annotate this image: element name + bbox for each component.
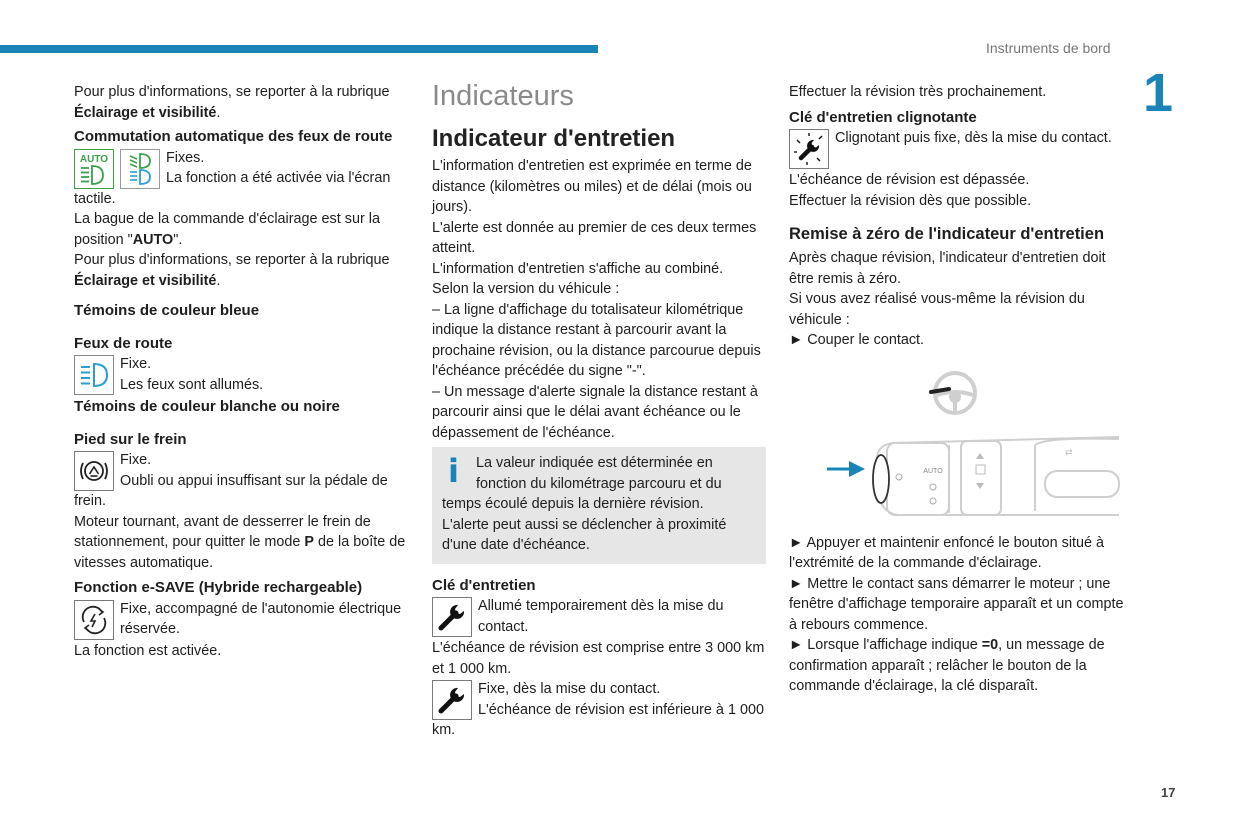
maintenance-p3: L'information d'entretien s'affiche au combiné. [432,260,724,277]
brake-row [74,450,409,512]
info-text: La valeur indiquée est déterminée en fonction du kilométrage parcouru et du temps écoulé depuis la dernière révision. [442,455,722,512]
high-beam-row [74,354,409,396]
service-soon-paragraph: Effectuer la révision très prochainement. [789,84,1047,100]
high-beam-line1: Fixe. [120,356,152,372]
auto-line1: Fixes. [166,149,205,166]
maintenance-p6: – Un message d'alerte signale la distance restant à parcourir ainsi que le délai avant échéance ou le dépassement de l'échéance. [432,383,758,441]
service-key-line1: Allumé temporairement dès la mise du contact. [478,598,724,635]
high-beam-line2: Les feux sont allumés. [120,376,264,393]
blue-warning-heading: Témoins de couleur bleue [74,302,260,319]
reset-heading: Remise à zéro de l'indicateur d'entretien [789,225,1105,243]
column-left [74,82,409,661]
info-box [432,447,766,564]
svg-text:⇄: ⇄ [1065,447,1073,458]
esave-heading: Fonction e-SAVE (Hybride rechargeable) [74,579,363,596]
service-key2-line1: Fixe, dès la mise du contact. [478,681,661,697]
stalk-auto-label: AUTO [923,467,943,475]
header-accent-bar [0,45,598,53]
page-number: 17 [1161,785,1176,800]
step-press-button: ► Appuyer et maintenir enfoncé le bouton situé à l'extrémité de la commande d'éclairage. [789,534,1105,571]
auto-high-beam-icon [74,149,114,189]
esave-row [74,599,409,641]
high-beam-icon [74,355,114,395]
service-key-line2: L'échéance de révision est comprise entre 3 000 km et 1 000 km. [432,640,765,677]
lighting-stalk-illustration [789,363,1124,533]
lighting-stalk [877,437,1119,515]
high-beam-heading: Feux de route [74,334,173,352]
auto-high-beam-heading: Commutation automatique des feux de route [74,128,393,145]
high-low-beam-icon [120,149,160,189]
white-warning-heading: Témoins de couleur blanche ou noire [74,398,340,415]
step-switch-off: ► Couper le contact. [789,332,925,348]
service-key-row [432,596,766,638]
maintenance-p4: Selon la version du véhicule : [432,281,620,297]
wrench-icon [432,680,472,720]
reset-p1: Après chaque révision, l'indicateur d'entretien doit être remis à zéro. [789,250,1106,287]
blinking-key-row [789,128,1124,170]
maintenance-p1: L'information d'entretien est exprimée en terme de distance (kilomètres ou miles) et de délai (mois ou jours). [432,158,752,215]
service-key-fixed-row [432,679,766,741]
column-right [789,82,1124,697]
auto-line2: La fonction a été activée via l'écran tactile. [74,170,391,207]
brake-line1: Fixe. [120,452,152,468]
chapter-number: 1 [1143,63,1174,123]
auto-icon-label: AUTO [79,153,109,165]
steering-wheel-icon [931,373,975,413]
step-release: ► Lorsque l'affichage indique =0, un message de confirmation apparaît ; relâcher le bouton de la commande d'éclairage, la clé disparaît. [789,637,1105,694]
wrench-icon [432,597,472,637]
header-title: Instruments de bord [986,40,1111,56]
service-key2-line2: L'échéance de révision est inférieure à 1 000 km. [432,701,764,738]
blinking-line2: L'échéance de révision est dépassée. [789,172,1030,188]
intro-paragraph: Pour plus d'informations, se reporter à la rubrique Éclairage et visibilité. [74,84,390,121]
section-heading: Indicateurs [432,80,574,112]
press-arrow-icon [827,461,865,477]
step-ignition-on: ► Mettre le contact sans démarrer le moteur ; une fenêtre d'affichage temporaire apparaît et un compte à rebours commence. [789,575,1124,633]
brake-line2: Oubli ou appui insuffisant sur la pédale de frein. [74,472,388,509]
brake-more-paragraph: Moteur tournant, avant de desserrer le frein de stationnement, pour quitter le mode P de la boîte de vitesses automatique. [74,513,406,571]
blinking-line3: Effectuer la révision dès que possible. [789,192,1032,209]
service-key-heading: Clé d'entretien [432,576,536,594]
reset-p2: Si vous avez réalisé vous-même la révision du véhicule : [789,291,1085,328]
maintenance-p5: – La ligne d'affichage du totalisateur kilométrique indique la distance restant à parcourir avant la prochaine révision, ou la distance parcourue depuis l'échéance précédée du signe "-". [432,301,761,379]
info-text-2: L'alerte peut aussi se déclencher à proximité d'une date d'échéance. [442,516,727,553]
info-icon: i [448,452,459,490]
esave-icon [74,600,114,640]
esave-line2: La fonction est activée. [74,642,222,659]
blinking-key-heading: Clé d'entretien clignotante [789,108,977,126]
maintenance-p2: L'alerte est donnée au premier de ces deux termes atteint. [432,219,757,256]
column-middle [432,82,766,741]
brake-heading: Pied sur le frein [74,430,187,448]
foot-brake-icon [74,451,114,491]
esave-line1: Fixe, accompagné de l'autonomie électrique réservée. [120,600,402,637]
blinking-wrench-icon [789,129,829,169]
more-info-paragraph: Pour plus d'informations, se reporter à la rubrique Éclairage et visibilité. [74,252,390,289]
stalk-end-button [873,455,889,503]
auto-high-beam-row [74,148,409,210]
page-title: Indicateur d'entretien [432,125,676,152]
blinking-line1: Clignotant puis fixe, dès la mise du contact. [835,130,1112,146]
ring-paragraph: La bague de la commande d'éclairage est sur la position "AUTO". [74,211,380,248]
